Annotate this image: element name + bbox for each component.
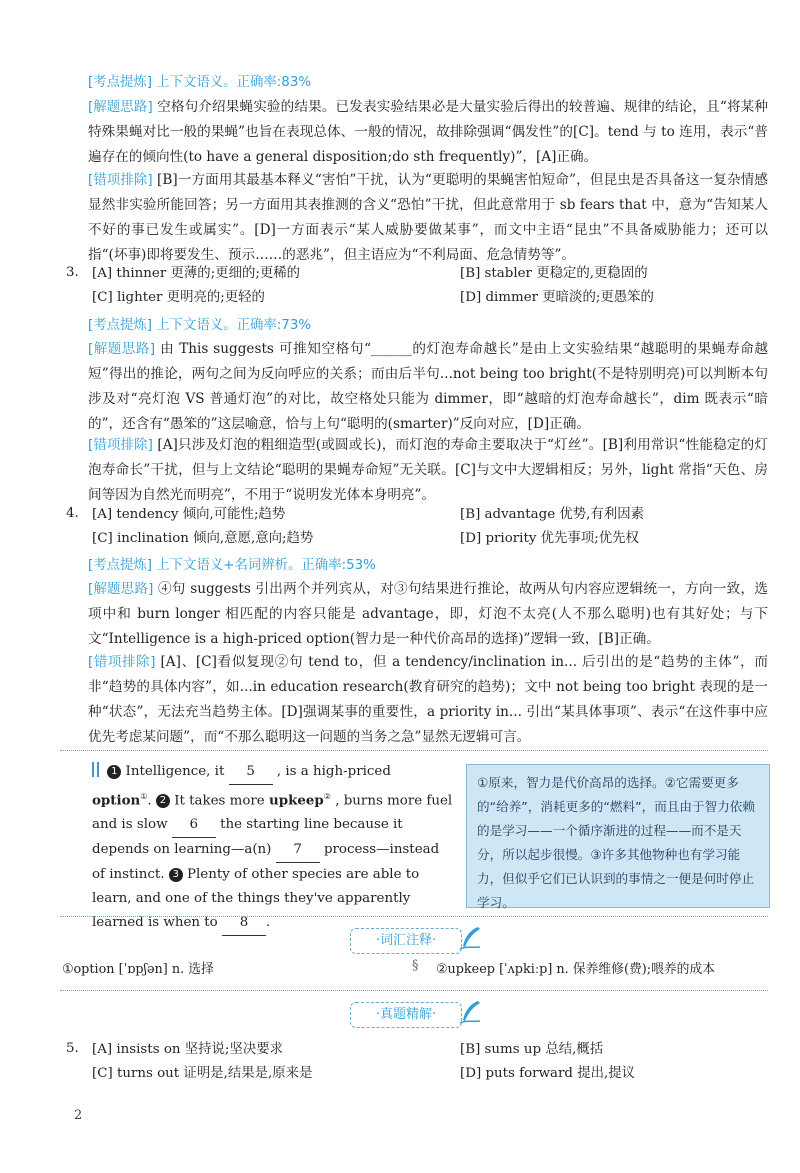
q5-option-d[interactable]: [D] puts forward 提出,提议 [460,1066,636,1081]
q5-option-b[interactable]: [B] sums up 总结,概括 [460,1042,604,1057]
q3-option-d[interactable]: [D] dimmer 更暗淡的;更愚笨的 [460,290,654,305]
q5-option-a[interactable]: [A] insists on 坚持说;坚决要求 [92,1042,284,1057]
q2-wrong-options: [错项排除] [B]一方面用其最基本释义“害怕”干扰，认为“更聪明的果蝇害怕短命”，但昆虫是否具备这一复杂情感显然非实验所能回答；另一方面用其表推测的含义“恐怕”干扰，但此意常用于 sb fears that 中，意为“告知某人不好的事已发生或属实”。[D]一方面表示“某人威胁要做某事”，而文中主语“昆虫”不具备威胁能力；还可以指“(坏事)即将要发生、预示……的恶兆”，但主语应为“不利局面、危急情势等”。 [88,172,768,263]
divider [60,990,768,991]
divider [60,750,768,751]
q5-option-c[interactable]: [C] turns out 证明是,结果是,原来是 [92,1066,313,1081]
sentence-marker-1: 1 [107,765,121,779]
vocab-item-option: ①option [ˈɒpʃən] n. 选择 [62,962,214,977]
vocab-item-upkeep: ②upkeep [ˈʌpkiːp] n. 保养维修(费);喂养的成本 [436,962,716,977]
q3-wrong-options: [错项排除] [A]只涉及灯泡的粗细造型(或圆或长)，而灯泡的寿命主要取决于“灯丝”。[B]利用常识“性能稳定的灯泡寿命长”干扰，但与上文结论“聪明的果蝇寿命短”无关联。[C]与文中大逻辑相反；另外，light 常指“天色、房间等因为自然光而明亮”，不用于“说明发光体本身明亮”。 [88,437,768,503]
vocab-separator: § [412,958,419,973]
q4-option-b[interactable]: [B] advantage 优势,有利因素 [460,507,644,522]
blank-5[interactable]: 5 [229,760,273,785]
q3-point-tag: [考点提炼] 上下文语义。正确率:73% [88,318,312,333]
vocab-section-title: ·词汇注释· [350,928,462,954]
blank-8[interactable]: 8 [222,911,266,936]
divider [60,916,768,917]
page-number: 2 [74,1108,83,1123]
q4-number: 4. [66,506,79,521]
q3-number: 3. [66,265,79,280]
passage-paragraph: 1 Intelligence, it 5 , is a high-priced option①. 2 It takes more upkeep② , burns more fuel and is slow 6 the starting line because it depends on learning—a(n) 7 process—instead of instinct. 3 Plenty of other species are able to learn, and one of the things they've apparently learned is when to 8 . [92,760,454,936]
quill-icon [456,924,484,952]
quill-icon [456,998,484,1026]
q2-thinking: [解题思路] 空格句介绍果蝇实验的结果。已发表实验结果必是大量实验后得出的较普遍、规律的结论，且“将某种特殊果蝇对比一般的果蝇”也旨在表现总体、一般的情况，故排除强调“偶发性”的[C]。tend 与 to 连用，表示“普遍存在的倾向性(to have a general disposition;do sth frequently)”，[A]正确。 [88,99,768,165]
word-upkeep: upkeep [269,792,324,809]
q3-option-c[interactable]: [C] lighter 更明亮的;更轻的 [92,290,265,305]
q4-option-a[interactable]: [A] tendency 倾向,可能性;趋势 [92,507,286,522]
word-option: option [92,792,141,809]
q2-point-tag: [考点提炼] 上下文语义。正确率:83% [88,75,312,90]
q4-option-c[interactable]: [C] inclination 倾向,意愿,意向;趋势 [92,531,314,546]
paragraph-marker-icon [92,762,99,777]
q3-option-b[interactable]: [B] stabler 更稳定的,更稳固的 [460,266,648,281]
q4-point-tag: [考点提炼] 上下文语义+名词辨析。正确率:53% [88,558,376,573]
translation-box: ①原来，智力是代价高昂的选择。②它需要更多的“给养”，消耗更多的“燃料”，而且由于智力依赖的是学习——一个循序渐进的过程——而不是天分，所以起步很慢。③许多其他物种也有学习能力，但似乎它们已认识到的事情之一便是何时停止学习。 [466,764,770,908]
blank-7[interactable]: 7 [276,838,320,863]
sentence-marker-2: 2 [156,794,170,808]
q3-thinking: [解题思路] 由 This suggests 可推知空格句“______的灯泡寿命越长”是由上文实验结果“越聪明的果蝇寿命越短”得出的推论，两句之间为反向呼应的关系；而由后半句...not being too bright(不是特别明亮)可以判断本句涉及对“亮灯泡 VS 普通灯泡”的对比，故空格处只能为 dimmer，即“越暗的灯泡寿命越长”，dim 既表示“暗的”，还含有“愚笨的”这层喻意，恰与上句“聪明的(smarter)”反向对应，[D]正确。 [88,341,769,432]
blank-6[interactable]: 6 [172,813,216,838]
q4-wrong-options: [错项排除] [A]、[C]看似复现②句 tend to，但 a tendency/inclination in... 后引出的是“趋势的主体”，而非“趋势的具体内容”，如...in education research(教育研究的趋势)；文中 not being too bright 表现的是一种“状态”，无法充当趋势主体。[D]强调某事的重要性，a priority in... 引出“某具体事项”、表示“在这件事中应优先考虑某问题”，而“不那么聪明这一问题的当务之急”显然无逻辑可言。 [88,654,768,745]
sentence-marker-3: 3 [169,868,183,882]
q5-number: 5. [66,1041,79,1056]
q3-option-a[interactable]: [A] thinner 更薄的;更细的;更稀的 [92,266,301,281]
q4-thinking: [解题思路] ④句 suggests 引出两个并列宾从，对③句结果进行推论，故两从句内容应逻辑统一，方向一致，选项中和 burn longer 相匹配的内容只能是 advantage，即，灯泡不太亮(人不那么聪明)也有其好处；与下文“Intelligence is a high-priced option(智力是一种代价高昂的选择)”逻辑一致，[B]正确。 [88,581,768,647]
q4-option-d[interactable]: [D] priority 优先事项;优先权 [460,531,639,546]
analysis-section-title: ·真题精解· [350,1002,462,1028]
